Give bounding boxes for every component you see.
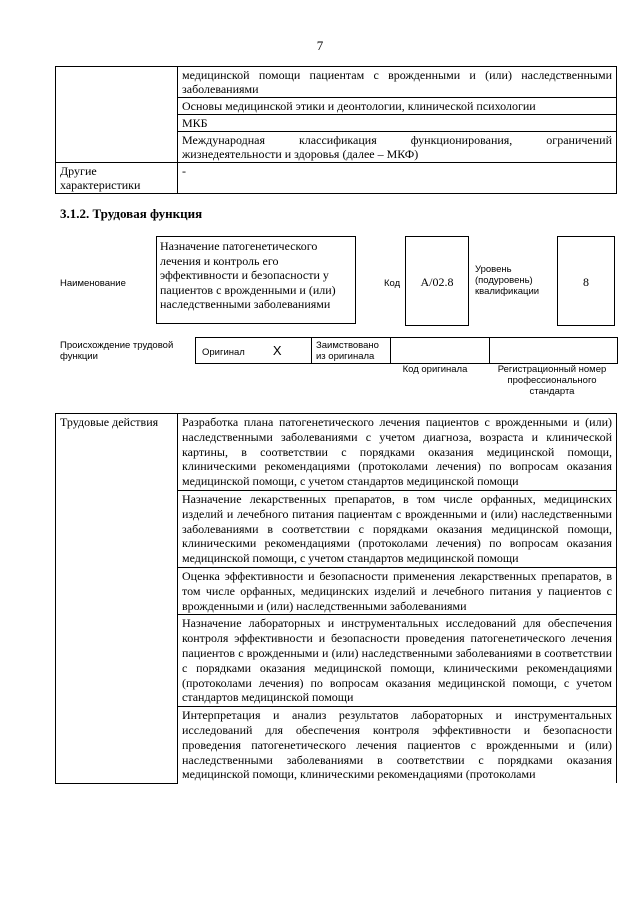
table-cell-right: МКБ (178, 115, 617, 132)
labor-actions-label: Трудовые действия (56, 414, 178, 784)
other-characteristics-label: Другие характеристики (56, 163, 178, 194)
table-cell-right: Основы медицинской этики и деонтологии, клинической психологии (178, 98, 617, 115)
table-row (56, 163, 617, 194)
level-box (557, 236, 615, 326)
origin-original-cell (196, 338, 312, 364)
other-characteristics-value: - (178, 163, 617, 194)
level-label: Уровень (подуровень) квалификации (475, 264, 540, 297)
labor-action-item: Назначение лекарственных препаратов, в том числе орфанных, медицинских изделий и лечебного питания пациентам с врожденными и (или) наследственными заболеваниями в соответствии с порядками оказания медицинской помощи, клиническими рекомендациями (протоколами лечения) по вопросам оказания медицинской помощи, с учетом стандартов медицинской помощи (178, 490, 617, 567)
name-label: Наименование (60, 278, 126, 289)
table-row (56, 115, 617, 132)
borrowed-label: Заимствовано из оригинала (312, 338, 391, 364)
table-cell-left (56, 115, 178, 132)
original-mark: X (272, 342, 282, 358)
table-row (56, 67, 617, 98)
origin-table (195, 337, 618, 364)
labor-action-item: Назначение лабораторных и инструментальных исследований для обеспечения контроля эффективности и безопасности проведения патогенетического лечения пациентов с врожденными и (или) наследственными заболеваниями в соответствии с порядками оказания медицинской помощи, клиническими рекомендациями (протоколами лечения) по вопросам оказания медицинской помощи, с учетом стандартов медицинской помощи (178, 615, 617, 707)
original-label: Оригинал (202, 346, 245, 358)
table-row (56, 98, 617, 115)
labor-action-item: Оценка эффективности и безопасности применения лекарственных препаратов, в том числе орфанных, медицинских изделий и лечебного питания у пациентов с врожденными и (или) наследственными заболеваниями (178, 567, 617, 614)
labor-action-item: Разработка плана патогенетического лечения пациентов с врожденными и (или) наследственными заболеваниями с учетом диагноза, возраста и клинической картины, в соответствии с порядками оказания медицинской помощи, клиническими рекомендациями (протоколами лечения) по вопросам оказания медицинской помощи, с учетом стандартов медицинской помощи (178, 414, 617, 491)
code-original-label: Код оригинала (402, 364, 468, 375)
code-value: A/02.8 (420, 275, 454, 289)
table-row (196, 338, 618, 364)
section-heading: 3.1.2. Трудовая функция (60, 206, 203, 221)
table-row (56, 414, 617, 491)
labor-actions-table (55, 413, 617, 784)
origin-label: Происхождение трудовой функции (60, 340, 174, 362)
knowledge-table (55, 66, 617, 194)
table-cell-left (56, 67, 178, 98)
table-cell-right: Международная классификация функционирования, ограничений жизнедеятельности и здоровья (далее – МКФ) (178, 132, 617, 163)
table-cell-left (56, 132, 178, 163)
labor-action-item: Интерпретация и анализ результатов лабораторных и инструментальных исследований для обеспечения контроля эффективности и безопасности проведения патогенетического лечения пациентов с врожденными и (или) наследственными заболеваниями в соответствии с порядками оказания медицинской помощи, клиническими рекомендациями (протоколами (178, 707, 617, 783)
code-label: Код (384, 278, 401, 289)
reg-number-cell (490, 338, 618, 364)
table-cell-right: медицинской помощи пациентам с врожденными и (или) наследственными заболеваниями (178, 67, 617, 98)
table-cell-left (56, 98, 178, 115)
code-box (405, 236, 469, 326)
reg-number-label: Регистрационный номер профессионального стандарта (497, 364, 607, 397)
level-value: 8 (583, 275, 589, 289)
code-original-cell (391, 338, 490, 364)
table-row (56, 132, 617, 163)
page-number: 7 (316, 38, 324, 53)
function-name-box: Назначение патогенетического лечения и контроль его эффективности и безопасности у пациентов с врожденными и (или) наследственными заболеваниями (156, 236, 356, 324)
